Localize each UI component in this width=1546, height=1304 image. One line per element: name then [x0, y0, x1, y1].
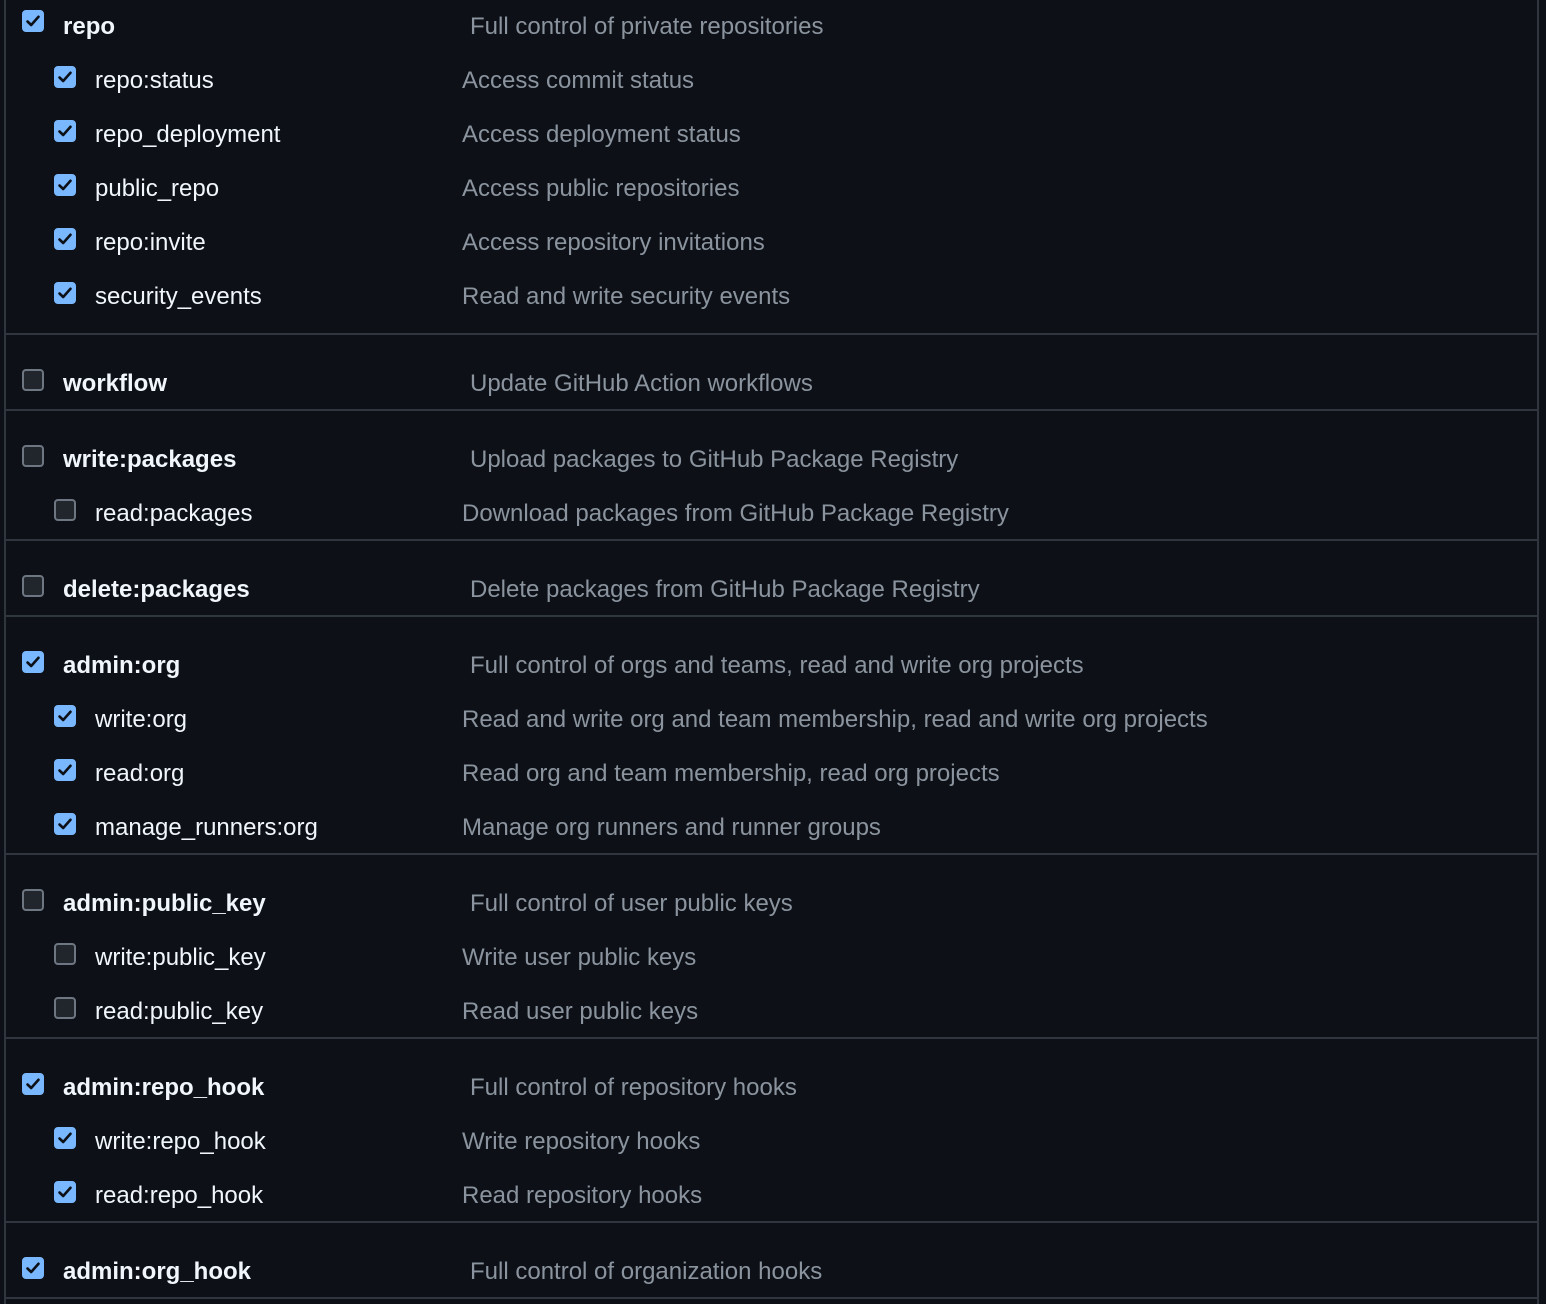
scope-group: [6, 0, 1537, 335]
scope-name: admin:org: [63, 652, 181, 679]
scope-name: admin:repo_hook: [63, 1074, 265, 1101]
scope-row-child: [6, 693, 1537, 747]
scope-description: Download packages from GitHub Package Registry: [462, 500, 1009, 527]
scope-description: Access deployment status: [462, 121, 741, 148]
check-icon: [57, 123, 73, 139]
scope-group: [6, 855, 1537, 1039]
scope-row-parent: [6, 0, 1537, 54]
scope-group: [6, 335, 1537, 411]
scope-checkbox[interactable]: [22, 369, 44, 391]
scope-row-parent: [6, 433, 1537, 487]
scope-name: repo:status: [95, 67, 214, 94]
scope-checkbox[interactable]: [22, 889, 44, 911]
scope-name: repo_deployment: [95, 121, 281, 148]
scope-row-parent: [6, 877, 1537, 931]
scope-name: read:packages: [95, 500, 253, 527]
scope-row-parent: [6, 1061, 1537, 1115]
scope-row-child: [6, 1115, 1537, 1169]
scope-row-parent: [6, 357, 1537, 411]
scope-row-child: [6, 54, 1537, 108]
scope-checkbox[interactable]: [54, 705, 76, 727]
check-icon: [57, 285, 73, 301]
scope-checkbox[interactable]: [54, 120, 76, 142]
scope-checkbox[interactable]: [22, 651, 44, 673]
scope-row-child: [6, 985, 1537, 1039]
scope-name: read:public_key: [95, 998, 264, 1025]
scope-row-child: [6, 487, 1537, 541]
check-icon: [57, 816, 73, 832]
scope-description: Write repository hooks: [462, 1128, 701, 1155]
scope-name: public_repo: [95, 175, 220, 202]
scope-description: Full control of private repositories: [470, 13, 824, 40]
scope-group: [6, 1039, 1537, 1223]
check-icon: [57, 1130, 73, 1146]
scope-name: write:org: [95, 706, 188, 733]
scope-name: manage_runners:org: [95, 814, 318, 841]
scope-row-child: [6, 747, 1537, 801]
scope-name: repo:invite: [95, 229, 206, 256]
scope-row-parent: [6, 639, 1537, 693]
scope-description: Read and write security events: [462, 283, 791, 310]
scope-name: repo: [63, 13, 116, 40]
scope-row-child: [6, 270, 1537, 324]
scope-name: delete:packages: [63, 576, 250, 603]
check-icon: [57, 231, 73, 247]
scope-description: Write user public keys: [462, 944, 697, 971]
scope-checkbox[interactable]: [54, 813, 76, 835]
scope-name: read:repo_hook: [95, 1182, 264, 1209]
scope-row-child: [6, 216, 1537, 270]
scope-group: [6, 411, 1537, 541]
scope-name: write:public_key: [95, 944, 266, 971]
scope-row-parent: [6, 1245, 1537, 1299]
scope-description: Update GitHub Action workflows: [470, 370, 813, 397]
check-icon: [25, 13, 41, 29]
scope-checkbox[interactable]: [22, 445, 44, 467]
token-scopes-list: [4, 0, 1539, 1304]
scope-name: read:org: [95, 760, 185, 787]
check-icon: [57, 69, 73, 85]
scope-name: write:packages: [63, 446, 237, 473]
scope-description: Full control of organization hooks: [470, 1258, 823, 1285]
scope-description: Read org and team membership, read org projects: [462, 760, 1000, 787]
check-icon: [57, 762, 73, 778]
scope-description: Read repository hooks: [462, 1182, 703, 1209]
scope-row-child: [6, 931, 1537, 985]
scope-description: Full control of orgs and teams, read and write org projects: [470, 652, 1084, 679]
scope-name: admin:org_hook: [63, 1258, 252, 1285]
check-icon: [25, 1260, 41, 1276]
scope-group: [6, 617, 1537, 855]
scope-description: Read user public keys: [462, 998, 699, 1025]
scope-row-parent: [6, 563, 1537, 617]
scope-checkbox[interactable]: [22, 1257, 44, 1279]
scope-description: Access public repositories: [462, 175, 740, 202]
check-icon: [57, 177, 73, 193]
scope-checkbox[interactable]: [22, 10, 44, 32]
scope-description: Read and write org and team membership, read and write org projects: [462, 706, 1208, 733]
scope-description: Full control of user public keys: [470, 890, 793, 917]
scope-name: admin:public_key: [63, 890, 266, 917]
scope-description: Upload packages to GitHub Package Registry: [470, 446, 959, 473]
scope-name: workflow: [63, 370, 168, 397]
scope-checkbox[interactable]: [54, 228, 76, 250]
scope-description: Manage org runners and runner groups: [462, 814, 881, 841]
scope-name: security_events: [95, 283, 262, 310]
scope-group: [6, 1223, 1537, 1299]
scope-checkbox[interactable]: [54, 66, 76, 88]
check-icon: [57, 708, 73, 724]
scope-name: write:repo_hook: [95, 1128, 266, 1155]
scope-row-child: [6, 801, 1537, 855]
scope-checkbox[interactable]: [54, 174, 76, 196]
scope-checkbox[interactable]: [54, 1181, 76, 1203]
scope-description: Delete packages from GitHub Package Registry: [470, 576, 980, 603]
scope-checkbox[interactable]: [22, 575, 44, 597]
check-icon: [25, 1076, 41, 1092]
scope-description: Access commit status: [462, 67, 695, 94]
scope-row-child: [6, 162, 1537, 216]
check-icon: [57, 1184, 73, 1200]
scope-checkbox[interactable]: [54, 499, 76, 521]
scope-row-child: [6, 108, 1537, 162]
scope-description: Full control of repository hooks: [470, 1074, 797, 1101]
scope-checkbox[interactable]: [22, 1073, 44, 1095]
scope-checkbox[interactable]: [54, 282, 76, 304]
scope-checkbox[interactable]: [54, 997, 76, 1019]
scope-group: [6, 541, 1537, 617]
scope-row-child: [6, 1169, 1537, 1223]
check-icon: [25, 654, 41, 670]
scope-checkbox[interactable]: [54, 759, 76, 781]
scope-checkbox[interactable]: [54, 943, 76, 965]
scope-checkbox[interactable]: [54, 1127, 76, 1149]
scope-description: Access repository invitations: [462, 229, 765, 256]
